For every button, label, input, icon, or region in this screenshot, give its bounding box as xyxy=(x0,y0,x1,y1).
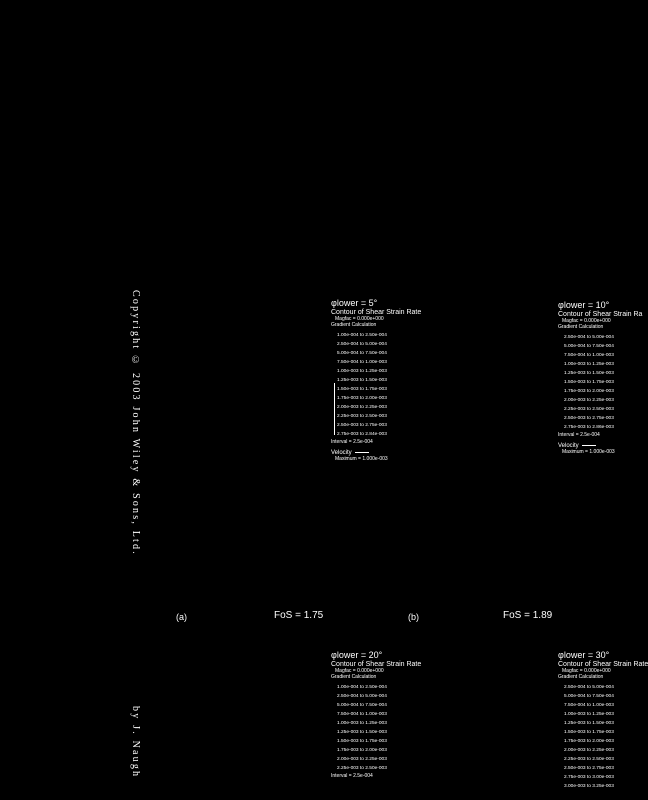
legend-entry: 7.50e-004 to 1.00e-003 xyxy=(564,353,614,359)
legend-entry: 2.75e-003 to 2.86e-003 xyxy=(564,425,614,431)
contour-title: Contour of Shear Strain Rate xyxy=(331,309,422,316)
magfac-text: Magfac = 0.000e+000 xyxy=(562,318,611,324)
legend-entry: 5.00e-004 to 7.50e-004 xyxy=(564,694,614,700)
magfac-text: Magfac = 0.000e+000 xyxy=(335,316,384,322)
legend-entry: 1.00e-004 to 2.50e-004 xyxy=(337,685,387,691)
legend-entry: 1.75e-003 to 2.00e-003 xyxy=(337,396,387,402)
legend-entry: 2.25e-003 to 2.50e-003 xyxy=(337,414,387,420)
phi-label: φlower = 10° xyxy=(558,300,610,310)
legend-entry: 1.75e-003 to 2.00e-003 xyxy=(564,389,614,395)
interval-text: Interval = 2.5e-004 xyxy=(331,773,373,780)
legend-entry: 5.00e-004 to 7.50e-004 xyxy=(564,344,614,350)
interval-text: Interval = 2.5e-004 xyxy=(331,439,373,446)
legend-panel-d xyxy=(558,650,648,791)
legend-entry: 2.00e-003 to 2.25e-003 xyxy=(337,405,387,411)
gradient-text: Gradient Calculation xyxy=(558,324,604,331)
legend-entry: 1.50e-003 to 1.75e-003 xyxy=(564,380,614,386)
contour-legend xyxy=(558,683,648,791)
magfac-text: Magfac = 0.000e+000 xyxy=(562,668,611,674)
copyright-notice: Copyright © 2003 John Wiley & Sons, Ltd. xyxy=(130,290,141,556)
contour-title: Contour of Shear Strain Rate xyxy=(331,661,422,668)
contour-title: Contour of Shear Strain Ra xyxy=(558,311,643,318)
phi-label: φlower = 30° xyxy=(558,650,610,660)
legend-entry: 5.00e-004 to 7.50e-004 xyxy=(337,703,387,709)
legend-entry: 2.50e-003 to 2.75e-003 xyxy=(337,423,387,429)
legend-entry: 1.25e-003 to 1.50e-003 xyxy=(337,730,387,736)
legend-entry: 2.75e-003 to 3.00e-003 xyxy=(564,775,614,781)
velocity-vector-line xyxy=(355,452,369,453)
contour-legend xyxy=(331,683,421,773)
panel-label-a: (a) xyxy=(176,612,187,622)
legend-entry: 2.50e-003 to 2.75e-003 xyxy=(564,766,614,772)
legend-entry: 2.50e-004 to 5.00e-004 xyxy=(337,694,387,700)
legend-entry: 1.75e-003 to 2.00e-003 xyxy=(564,739,614,745)
phi-label: φlower = 20° xyxy=(331,650,383,660)
legend-entry: 2.50e-004 to 5.00e-004 xyxy=(337,342,387,348)
legend-entry: 1.50e-003 to 1.75e-003 xyxy=(337,739,387,745)
legend-entry: 1.00e-003 to 1.25e-003 xyxy=(564,712,614,718)
legend-panel-c xyxy=(331,650,421,780)
maximum-text: Maximum = 1.000e-003 xyxy=(562,448,615,455)
fos-label-a: FoS = 1.75 xyxy=(274,610,324,621)
gradient-text: Gradient Calculation xyxy=(558,674,604,681)
legend-entry: 3.00e-003 to 3.25e-003 xyxy=(564,784,614,790)
legend-entry: 2.25e-003 to 2.50e-003 xyxy=(564,757,614,763)
legend-entry: 1.00e-003 to 1.25e-003 xyxy=(337,721,387,727)
legend-panel-b xyxy=(558,300,642,455)
legend-entry: 2.25e-003 to 2.50e-003 xyxy=(564,407,614,413)
legend-entry: 1.00e-004 to 2.50e-004 xyxy=(337,333,387,339)
contour-legend xyxy=(331,331,421,439)
legend-entry: 2.25e-003 to 2.50e-003 xyxy=(337,766,387,772)
legend-entry: 2.50e-003 to 2.75e-003 xyxy=(564,416,614,422)
contour-legend xyxy=(558,333,642,432)
legend-entry: 7.50e-004 to 1.00e-003 xyxy=(337,360,387,366)
legend-entry: 1.50e-003 to 1.75e-003 xyxy=(337,387,387,393)
velocity-vector-line xyxy=(582,445,596,446)
gradient-text: Gradient Calculation xyxy=(331,674,377,681)
velocity-text: Velocity xyxy=(331,449,352,456)
gradient-text: Gradient Calculation xyxy=(331,322,377,329)
legend-entry: 1.00e-003 to 1.25e-003 xyxy=(564,362,614,368)
legend-entry: 1.50e-003 to 1.75e-003 xyxy=(564,730,614,736)
legend-entry: 1.25e-003 to 1.50e-003 xyxy=(564,371,614,377)
legend-entry: 2.50e-004 to 5.00e-004 xyxy=(564,685,614,691)
legend-entry: 1.25e-003 to 1.50e-003 xyxy=(337,378,387,384)
legend-entry: 2.75e-003 to 2.84e-003 xyxy=(337,432,387,438)
fos-label-b: FoS = 1.89 xyxy=(503,610,553,621)
legend-entry: 2.00e-003 to 2.25e-003 xyxy=(564,748,614,754)
legend-entry: 7.50e-004 to 1.00e-003 xyxy=(564,703,614,709)
legend-entry: 1.75e-003 to 2.00e-003 xyxy=(337,748,387,754)
byline: by J. Naugh xyxy=(130,706,141,779)
velocity-text: Velocity xyxy=(558,442,579,449)
phi-label: φlower = 5° xyxy=(331,298,378,308)
magfac-text: Magfac = 0.000e+000 xyxy=(335,668,384,674)
panel-label-b: (b) xyxy=(408,612,419,622)
interval-text: Interval = 2.5e-004 xyxy=(558,432,600,439)
legend-entry: 7.50e-004 to 1.00e-003 xyxy=(337,712,387,718)
legend-panel-a xyxy=(331,298,421,462)
legend-entry: 2.00e-003 to 2.25e-003 xyxy=(337,757,387,763)
legend-entry: 1.00e-003 to 1.25e-003 xyxy=(337,369,387,375)
legend-entry: 1.25e-003 to 1.50e-003 xyxy=(564,721,614,727)
contour-title: Contour of Shear Strain Rate xyxy=(558,661,648,668)
maximum-text: Maximum = 1.000e-003 xyxy=(335,455,388,462)
legend-entry: 2.50e-004 to 5.00e-004 xyxy=(564,335,614,341)
legend-entry: 5.00e-004 to 7.50e-004 xyxy=(337,351,387,357)
legend-entry: 2.00e-003 to 2.25e-003 xyxy=(564,398,614,404)
